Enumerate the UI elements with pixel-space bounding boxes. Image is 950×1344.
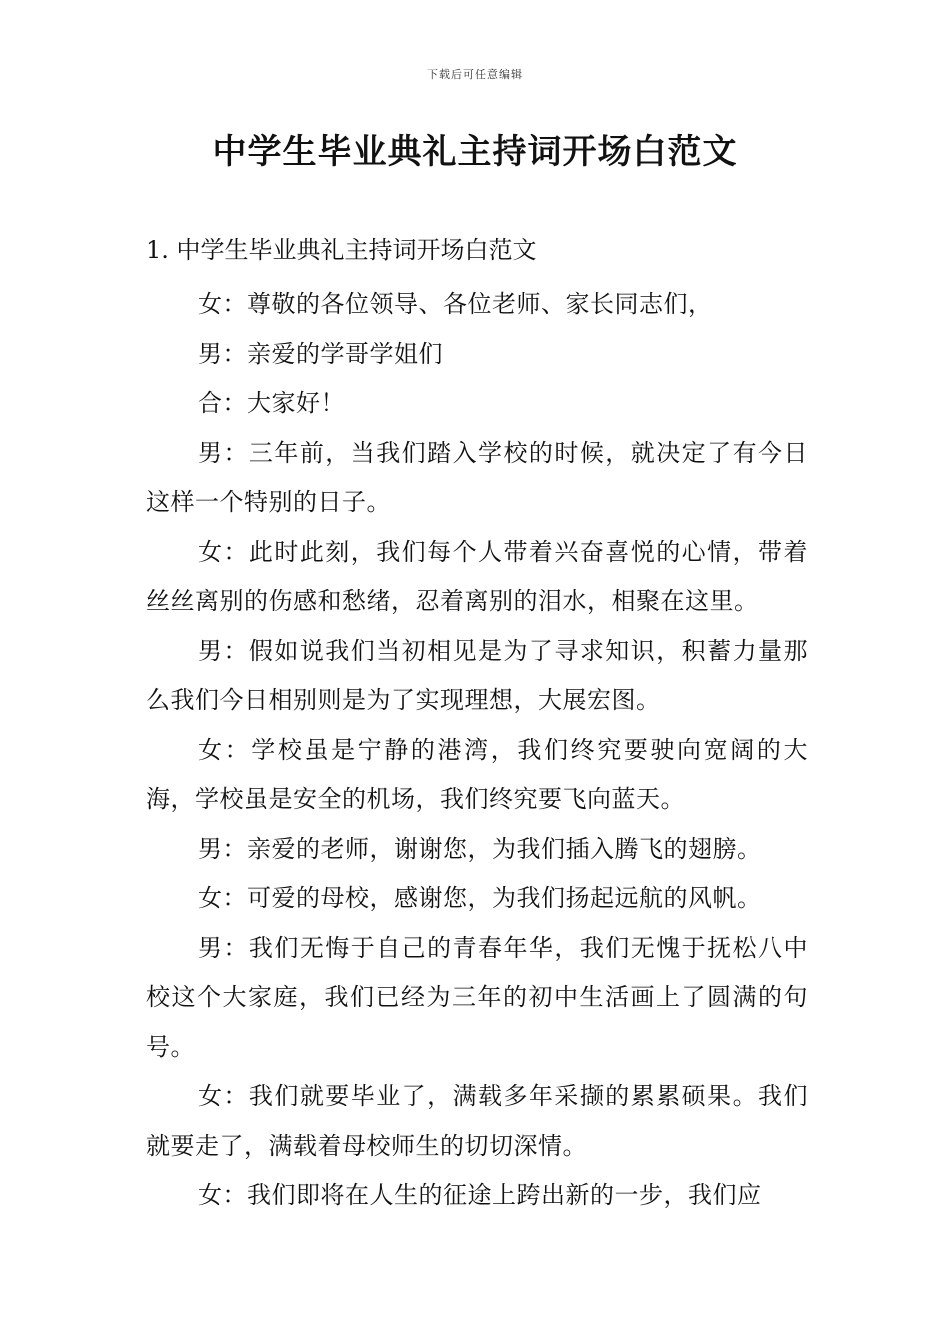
paragraph: 男：亲爱的学哥学姐们 (198, 339, 443, 368)
document-title: 中学生毕业典礼主持词开场白范文 (212, 132, 738, 172)
paragraph: 男：三年前，当我们踏入学校的时候，就决定了有今日这样一个特别的日子。 (146, 438, 808, 516)
paragraph: 男：假如说我们当初相见是为了寻求知识，积蓄力量那么我们今日相别则是为了实现理想，大展宏图。 (146, 636, 808, 714)
paragraph: 男：亲爱的老师，谢谢您，为我们插入腾飞的翅膀。 (198, 834, 762, 863)
paragraph: 女：学校虽是宁静的港湾，我们终究要驶向宽阔的大海，学校虽是安全的机场，我们终究要飞向蓝天。 (146, 735, 808, 813)
paragraph: 女：尊敬的各位领导、各位老师、家长同志们， (198, 290, 713, 318)
paragraph: 女：我们即将在人生的征途上跨出新的一步，我们应 (198, 1181, 762, 1209)
document-body (146, 280, 808, 1221)
paragraph: 男：我们无悔于自己的青春年华，我们无愧于抚松八中校这个大家庭，我们已经为三年的初中生活画上了圆满的句号。 (146, 933, 808, 1061)
paragraph: 女：可爱的母校，感谢您，为我们扬起远航的风帆。 (198, 884, 762, 912)
paragraph: 合：大家好！ (198, 389, 345, 417)
paragraph: 女：我们就要毕业了，满载多年采撷的累累硕果。我们就要走了，满载着母校师生的切切深情。 (146, 1082, 808, 1160)
section-heading: 1. 中学生毕业典礼主持词开场白范文 (146, 236, 537, 264)
paragraph: 女：此时此刻，我们每个人带着兴奋喜悦的心情，带着丝丝离别的伤感和愁绪，忍着离别的泪水，相聚在这里。 (146, 537, 808, 615)
header-note: 下载后可任意编辑 (427, 68, 523, 81)
